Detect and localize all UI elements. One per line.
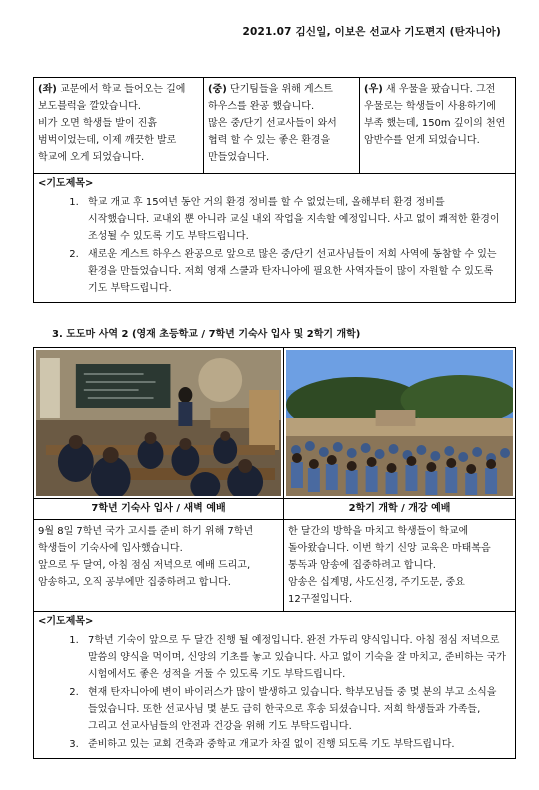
prayer-title: <기도제목> xyxy=(38,178,94,189)
middle-text: 단기팀들을 위해 게스트 하우스를 완공 했습니다. xyxy=(208,84,333,112)
middle-tag: (중) xyxy=(208,84,227,95)
classroom-photo xyxy=(36,350,281,496)
section3-table xyxy=(33,347,516,759)
section-heading: 3. 도도마 사역 2 (영재 초등학교 / 7학년 기숙사 입사 및 2학기 개학) xyxy=(52,329,361,340)
classroom-photo-cell xyxy=(34,348,284,499)
prayer-item: 3. 준비하고 있는 교회 건축과 중학교 개교가 차질 없이 진행 되도록 기도 부탁드립니다. xyxy=(82,736,507,753)
middle-extra: 많은 중/단기 선교사들이 와서 협력 할 수 있는 좋은 환경을 만들었습니다. xyxy=(208,118,337,163)
crowd-photo-cell xyxy=(284,348,516,499)
letter-title: 2021.07 김신일, 이보은 선교사 기도편지 (탄자니아) xyxy=(242,26,501,38)
prayer-item: 2. 새로운 게스트 하우스 완공으로 앞으로 많은 중/단기 선교사님들이 저희 사역에 동참할 수 있는 환경을 만들었습니다. 저희 영재 스쿨과 탄자니아에 필요한 사역자들이 많이 자원할 수 있도록 기도 부탁드립니다. xyxy=(82,246,507,297)
prayer-item: 2. 현재 탄자니아에 변이 바이러스가 많이 발생하고 있습니다. 학부모님들 중 몇 분의 부고 소식을 들었습니다. 또한 선교사님 몇 분도 급히 한국으로 후송 되셨습니다. 저희 학생들과 가족들, 그리고 선교사님들의 안전과 건강을 위해 기도 부탁드립니다. xyxy=(82,684,507,735)
prayer-item: 1. 7학년 기숙이 앞으로 두 달간 진행 될 예정입니다. 완전 가두리 양식입니다. 아침 점심 저녁으로 말씀의 양식을 먹이며, 신앙의 기초를 놓고 있습니다. 사고 없이 기숙을 잘 마치고, 준비하는 국가 시험에서도 좋은 성적을 거둘 수 있도록 기도 부탁드립니다. xyxy=(82,632,507,683)
right-tag: (우) xyxy=(364,84,383,95)
prayer-item: 1. 학교 개교 후 15여년 동안 거의 환경 정비를 할 수 없었는데, 올해부터 환경 정비를 시작했습니다. 교내외 뿐 아니라 교실 내외 작업을 지속할 예정입니다. 사고 없이 쾌적한 환경이 조성될 수 있도록 기도 부탁드립니다. xyxy=(82,194,507,245)
top-prayer-box xyxy=(34,174,516,303)
top-section-table xyxy=(33,77,516,303)
left-tag: (좌) xyxy=(38,84,57,95)
dormitory-note xyxy=(34,520,284,612)
dormitory-note-p2: 앞으로 두 달여, 아침 점심 저녁으로 예배 드리고, 암송하고, 오직 공부에만 집중하려고 합니다. xyxy=(38,560,251,588)
middle-column-note xyxy=(204,78,360,174)
prayer-list xyxy=(38,632,511,753)
semester-note-p2: 암송은 십계명, 사도신경, 주기도문, 중요 12구절입니다. xyxy=(288,577,465,605)
right-column-note xyxy=(360,78,516,174)
crowd-caption: 2학기 개학 / 개강 예배 xyxy=(284,499,516,520)
dormitory-note-p1: 9월 8일 7학년 국가 고시를 준비 하기 위해 7학년 학생들이 기숙사에 입사했습니다. xyxy=(38,526,254,554)
left-text: 교문에서 학교 들어오는 길에 보도블럭을 깔았습니다. xyxy=(38,84,186,112)
section3-prayer-box xyxy=(34,612,516,759)
classroom-caption: 7학년 기숙사 입사 / 새벽 예배 xyxy=(34,499,284,520)
semester-note xyxy=(284,520,516,612)
left-column-note xyxy=(34,78,204,174)
left-extra: 비가 오면 학생들 발이 진흙 범벅이었는데, 이제 깨끗한 발로 학교에 오게 되었습니다. xyxy=(38,118,177,163)
right-text: 새 우물을 팠습니다. 그전 우물로는 학생들이 사용하기에 부족 했는데, 150m 깊이의 천연 암반수를 얻게 되었습니다. xyxy=(364,84,506,146)
prayer-title: <기도제목> xyxy=(38,616,94,627)
semester-note-p1: 한 달간의 방학을 마치고 학생들이 학교에 돌아왔습니다. 이번 학기 신앙 교육은 마태복음 통독과 암송에 집중하려고 합니다. xyxy=(288,526,491,571)
crowd-photo xyxy=(286,350,513,496)
prayer-list xyxy=(38,194,511,297)
